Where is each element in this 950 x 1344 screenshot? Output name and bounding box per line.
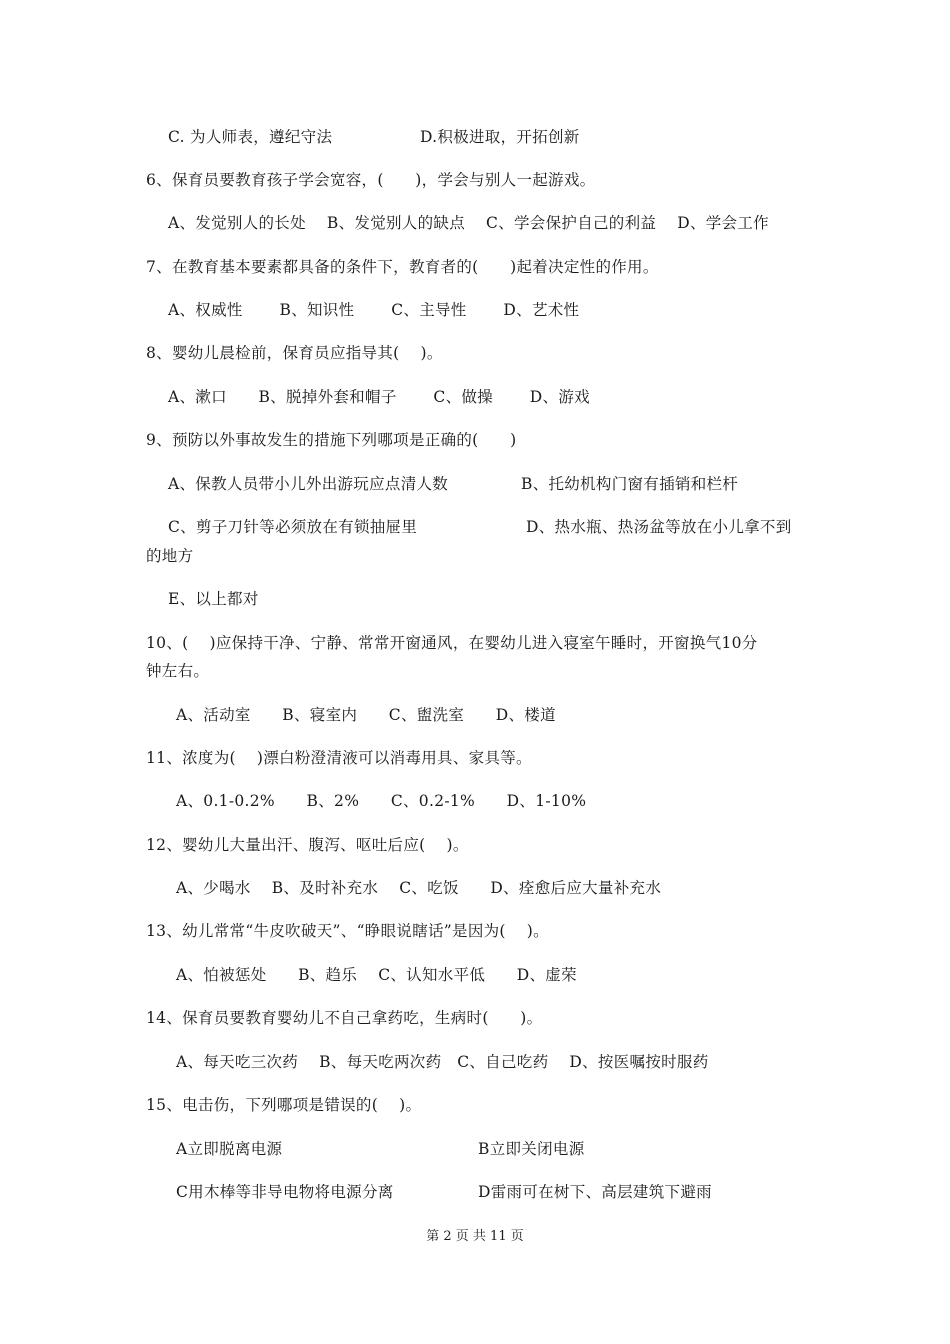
question-10-continued: 钟左右。 — [146, 662, 210, 680]
question-15-option-d: D雷雨可在树下、高层建筑下避雨 — [478, 1183, 712, 1201]
question-7: 7、在教育基本要素都具备的条件下，教育者的( )起着决定性的作用。 — [146, 258, 659, 276]
question-9-option-d-continued: 的地方 — [146, 547, 194, 565]
page-number-footer: 第 2 页 共 11 页 — [426, 1229, 524, 1244]
question-9-option-e: E、以上都对 — [168, 590, 259, 608]
question-15-option-b: B立即关闭电源 — [478, 1140, 585, 1158]
question-9-option-d: D、热水瓶、热汤盆等放在小儿拿不到 — [526, 518, 792, 536]
question-9: 9、预防以外事故发生的措施下列哪项是正确的( ) — [146, 431, 517, 449]
question-8-options: A、漱口 B、脱掉外套和帽子 C、做操 D、游戏 — [168, 388, 590, 406]
question-9-option-b: B、托幼机构门窗有插销和栏杆 — [521, 475, 739, 493]
question-15-option-c: C用木棒等非导电物将电源分离 — [176, 1183, 394, 1201]
question-14-options: A、每天吃三次药 B、每天吃两次药 C、自己吃药 D、按医嘱按时服药 — [176, 1053, 709, 1071]
question-9-option-c: C、剪子刀针等必须放在有锁抽屉里 — [168, 518, 418, 536]
question-12-options: A、少喝水 B、及时补充水 C、吃饭 D、痊愈后应大量补充水 — [176, 879, 662, 897]
question-8: 8、婴幼儿晨检前，保育员应指导其( )。 — [146, 344, 443, 362]
question-11: 11、浓度为( )漂白粉澄清液可以消毒用具、家具等。 — [146, 749, 532, 767]
question-13: 13、幼儿常常“牛皮吹破天”、“睁眼说瞎话”是因为( )。 — [146, 922, 549, 940]
q5-option-c: C. 为人师表，遵纪守法 — [168, 128, 333, 146]
question-6: 6、保育员要教育孩子学会宽容，( )，学会与别人一起游戏。 — [146, 171, 596, 189]
q5-option-d: D.积极进取，开拓创新 — [420, 128, 580, 146]
question-10: 10、( )应保持干净、宁静、常常开窗通风，在婴幼儿进入寝室午睡时，开窗换气10分 — [146, 634, 758, 652]
question-10-options: A、活动室 B、寝室内 C、盥洗室 D、楼道 — [176, 706, 556, 724]
question-6-options: A、发觉别人的长处 B、发觉别人的缺点 C、学会保护自己的利益 D、学会工作 — [168, 214, 769, 232]
question-15: 15、电击伤，下列哪项是错误的( )。 — [146, 1096, 422, 1114]
question-13-options: A、怕被惩处 B、趋乐 C、认知水平低 D、虚荣 — [176, 966, 577, 984]
question-11-options: A、0.1-0.2% B、2% C、0.2-1% D、1-10% — [176, 792, 587, 810]
question-15-option-a: A立即脱离电源 — [176, 1140, 283, 1158]
question-12: 12、婴幼儿大量出汗、腹泻、呕吐后应( )。 — [146, 836, 469, 854]
question-7-options: A、权威性 B、知识性 C、主导性 D、艺术性 — [168, 301, 580, 319]
question-9-option-a: A、保教人员带小儿外出游玩应点清人数 — [168, 475, 449, 493]
question-14: 14、保育员要教育婴幼儿不自己拿药吃，生病时( )。 — [146, 1009, 543, 1027]
